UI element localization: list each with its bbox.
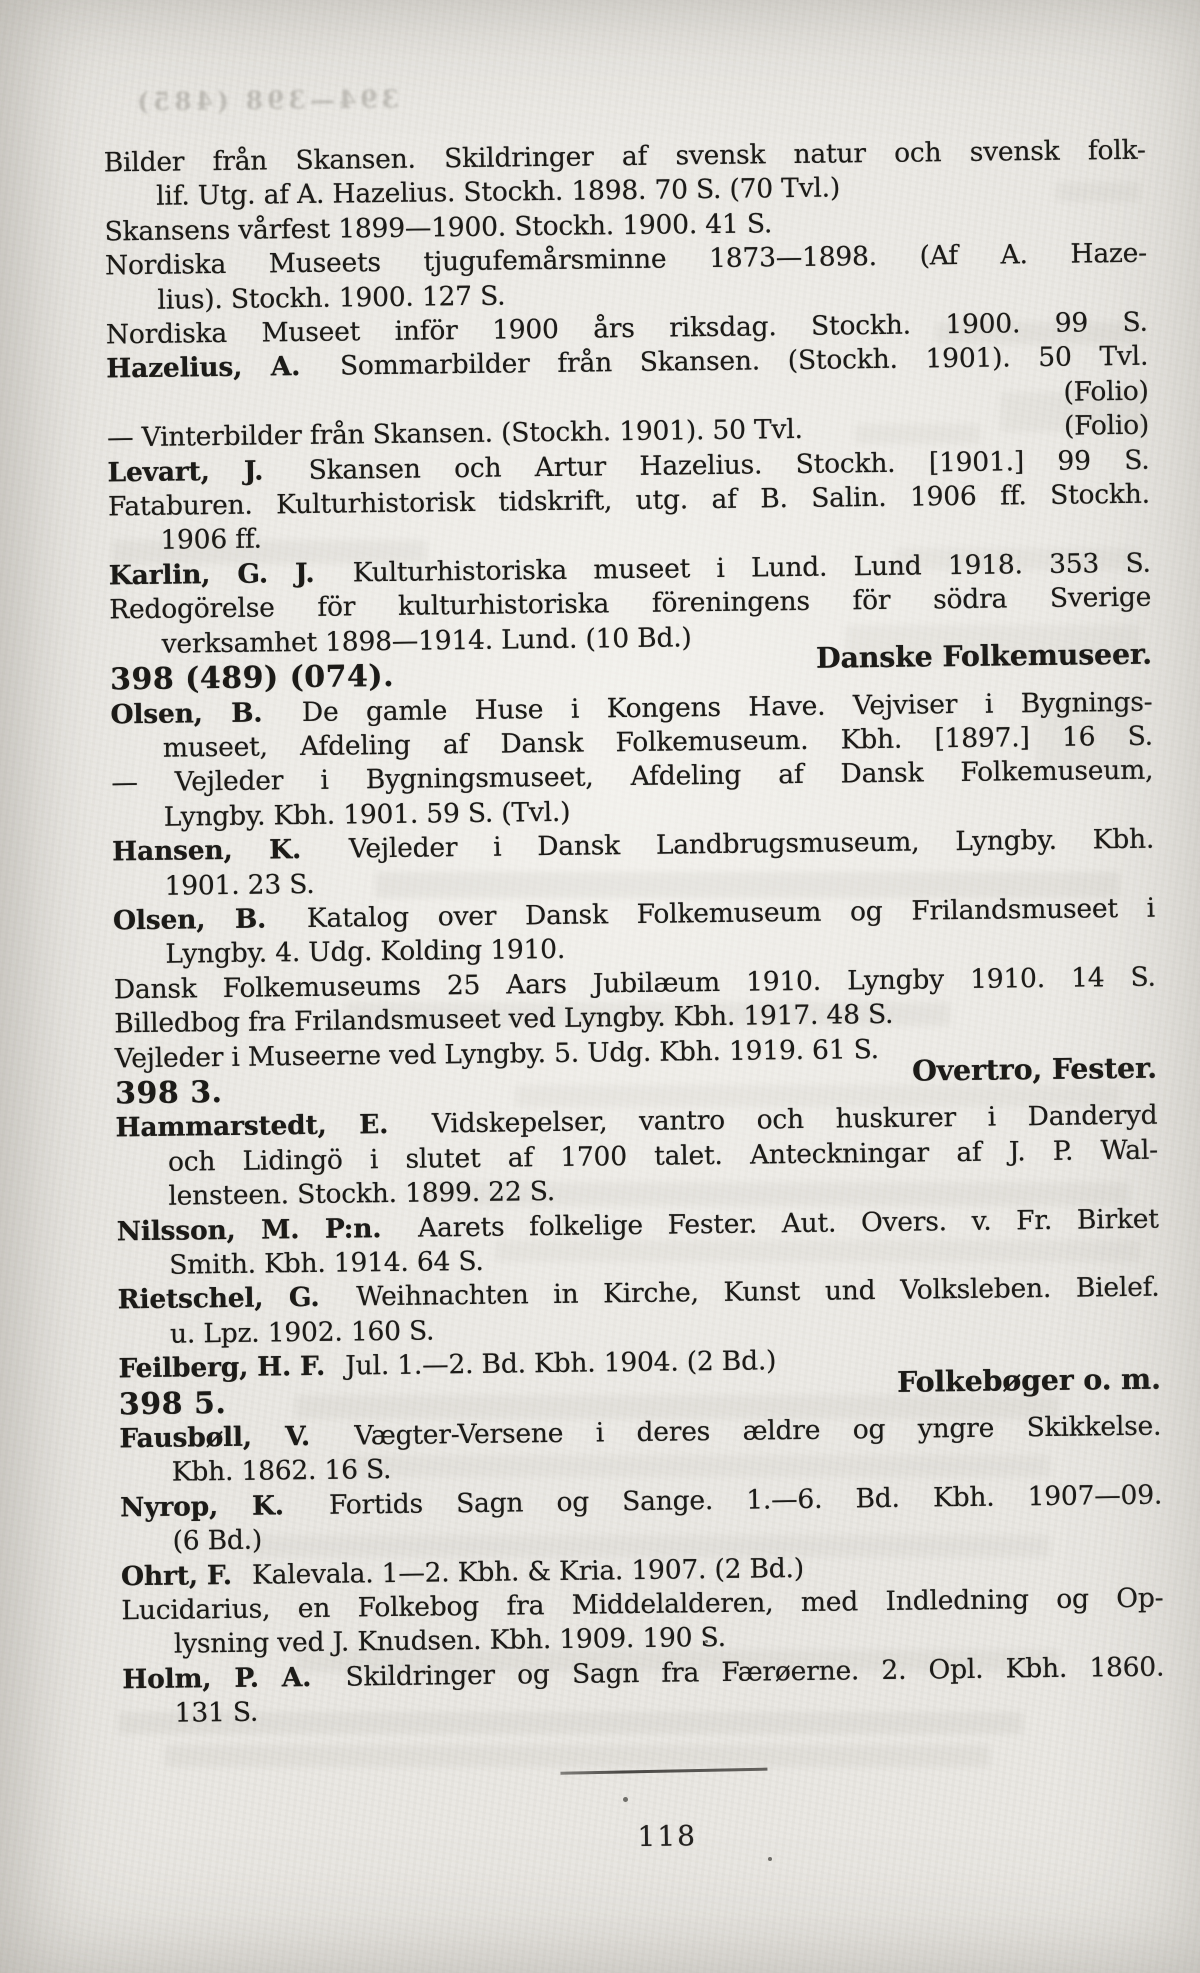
entry-text: Kalevala. 1—2. Kbh. & Kria. 1907. (2 Bd.) [251, 1552, 805, 1591]
entry-author: Hazelius, A. [106, 351, 301, 385]
entry-text: Nordiska Museets tjugufemårsminne 1873—1898. (Af A. Haze- [104, 237, 1148, 282]
entry-text: lif. Utg. af A. Hazelius. Stockh. 1898. 70 S. (70 Tvl.) [155, 172, 841, 213]
entry-text: Nordiska Museet inför 1900 års riksdag. Stockh. 1900. 99 S. [105, 306, 1148, 351]
entry-text: u. Lpz. 1902. 160 S. [169, 1315, 435, 1350]
entry-text: Lyngby. Kbh. 1901. 59 S. (Tvl.) [163, 796, 571, 833]
entry-text: Vidskepelser, vantro och huskurer i Danderyd [431, 1099, 1158, 1140]
entry-author: Levart, J. [107, 455, 264, 489]
bleedthrough-page-header: 394—398 (485) [132, 84, 400, 117]
entry-author: Nilsson, M. P:n. [116, 1212, 382, 1247]
entry-text: Skansens vårfest 1899—1900. Stockh. 1900. 41 S. [104, 208, 773, 248]
entry-text: Skansen och Artur Hazelius. Stockh. [1901.] 99 S. [308, 444, 1150, 486]
section-heading-right: Danske Folkemuseer. [815, 636, 1153, 675]
scan-speck [768, 1857, 772, 1861]
entry-text: Billedbog fra Frilandsmuseet ved Lyngby. Kbh. 1917. 48 S. [114, 998, 894, 1040]
entry-author: Holm, P. A. [122, 1661, 312, 1696]
entry-author: Karlin, G. J. [108, 557, 315, 592]
entry-text: Kbh. 1862. 16 S. [171, 1454, 392, 1489]
entry-author: Feilberg, H. F. [118, 1351, 326, 1385]
entry-author: Olsen, B. [110, 697, 263, 730]
entry-text: — Vinterbilder från Skansen. (Stockh. 1901). 50 Tvl. [106, 414, 803, 454]
entry-text: 131 S. [174, 1696, 259, 1729]
section-heading-right: Folkebøger o. m. [896, 1361, 1161, 1399]
entry-text: och Lidingö i slutet af 1700 talet. Anteckningar af J. P. Wal- [167, 1134, 1159, 1178]
entry-text: Fataburen. Kulturhistorisk tidskrift, utg. af B. Salin. 1906 ff. Stockh. [107, 478, 1151, 523]
entry-text: Skildringer og Sagn fra Færøerne. 2. Opl. Kbh. 1860. [345, 1651, 1165, 1693]
entry-text: Lyngby. 4. Udg. Kolding 1910. [165, 934, 566, 971]
bibliography-lines [104, 134, 1165, 1732]
entry-text: Vægter-Versene i deres ældre og yngre Skikkelse. [354, 1410, 1162, 1452]
entry-text: (6 Bd.) [172, 1524, 263, 1557]
entry-text: — Vejleder i Bygningsmuseet, Afdeling af Dansk Folkemuseum, [111, 754, 1154, 799]
entry-text: 1906 ff. [160, 523, 262, 557]
bibliography-text-block [102, 0, 1167, 1859]
entry-text: Bilder från Skansen. Skildringer af svensk natur och svensk folk- [103, 134, 1146, 179]
entry-author: Hammarstedt, E. [115, 1109, 389, 1144]
entry-text: Sommarbilder från Skansen. (Stockh. 1901). 50 Tvl. [339, 341, 1149, 382]
entry-text: lensteen. Stockh. 1899. 22 S. [168, 1176, 556, 1212]
entry-author: Fausbøll, V. [119, 1421, 311, 1455]
entry-text: Kulturhistoriska museet i Lund. Lund 1918. 353 S. [352, 547, 1151, 589]
section-number: 398 (489) (074). [109, 659, 395, 698]
entry-text: De gamle Huse i Kongens Have. Vejviser i Bygnings- [301, 686, 1153, 728]
entry-text: lius). Stockh. 1900. 127 S. [157, 280, 506, 316]
entry-author: Ohrt, F. [120, 1559, 232, 1592]
entry-text: Dansk Folkemuseums 25 Aars Jubilæum 1910. Lyngby 1910. 14 S. [113, 961, 1156, 1006]
entry-text: museet, Afdeling af Dansk Folkemuseum. Kbh. [1897.] 16 S. [162, 720, 1154, 764]
entry-text: Vejleder i Dansk Landbrugsmuseum, Lyngby. Kbh. [348, 823, 1155, 865]
entry-author: Hansen, K. [111, 834, 302, 868]
entry-text: Katalog over Dansk Folkemuseum og Frilandsmuseet i [306, 892, 1156, 934]
format-note: (Folio) [1063, 375, 1149, 408]
format-note: (Folio) [1063, 409, 1150, 442]
page-number: 118 [637, 1819, 698, 1854]
entry-text: 1901. 23 S. [164, 868, 315, 902]
section-number: 398 5. [118, 1385, 227, 1422]
entry-text: Fortids Sagn og Sange. 1.—6. Bd. Kbh. 1907—09. [328, 1479, 1163, 1521]
entry-author: Nyrop, K. [120, 1490, 285, 1524]
entry-text: Smith. Kbh. 1914. 64 S. [169, 1245, 484, 1281]
entry-author: Rietschel, G. [117, 1282, 320, 1316]
entry-text: Lucidarius, en Folkebog fra Middelalderen, med Indledning og Op- [121, 1582, 1164, 1627]
section-number: 398 3. [114, 1075, 223, 1112]
entry-text: verksamhet 1898—1914. Lund. (10 Bd.) [161, 621, 692, 660]
entry-text: lysning ved J. Knudsen. Kbh. 1909. 190 S. [173, 1622, 727, 1661]
entry-author: Olsen, B. [112, 903, 267, 937]
entry-text: Weihnachten in Kirche, Kunst und Volksleben. Bielef. [356, 1272, 1160, 1313]
section-end-rule [560, 1767, 767, 1774]
entry-text: Aarets folkelige Fester. Aut. Overs. v. Fr. Birket [417, 1203, 1159, 1244]
section-heading-right: Overtro, Fester. [911, 1050, 1158, 1088]
entry-text: Jul. 1.—2. Bd. Kbh. 1904. (2 Bd.) [345, 1345, 777, 1382]
entry-text: Redogörelse för kulturhistoriska föreningens för södra Sverige [109, 581, 1152, 626]
entry-text: Vejleder i Museerne ved Lyngby. 5. Udg. Kbh. 1919. 61 S. [114, 1033, 880, 1074]
